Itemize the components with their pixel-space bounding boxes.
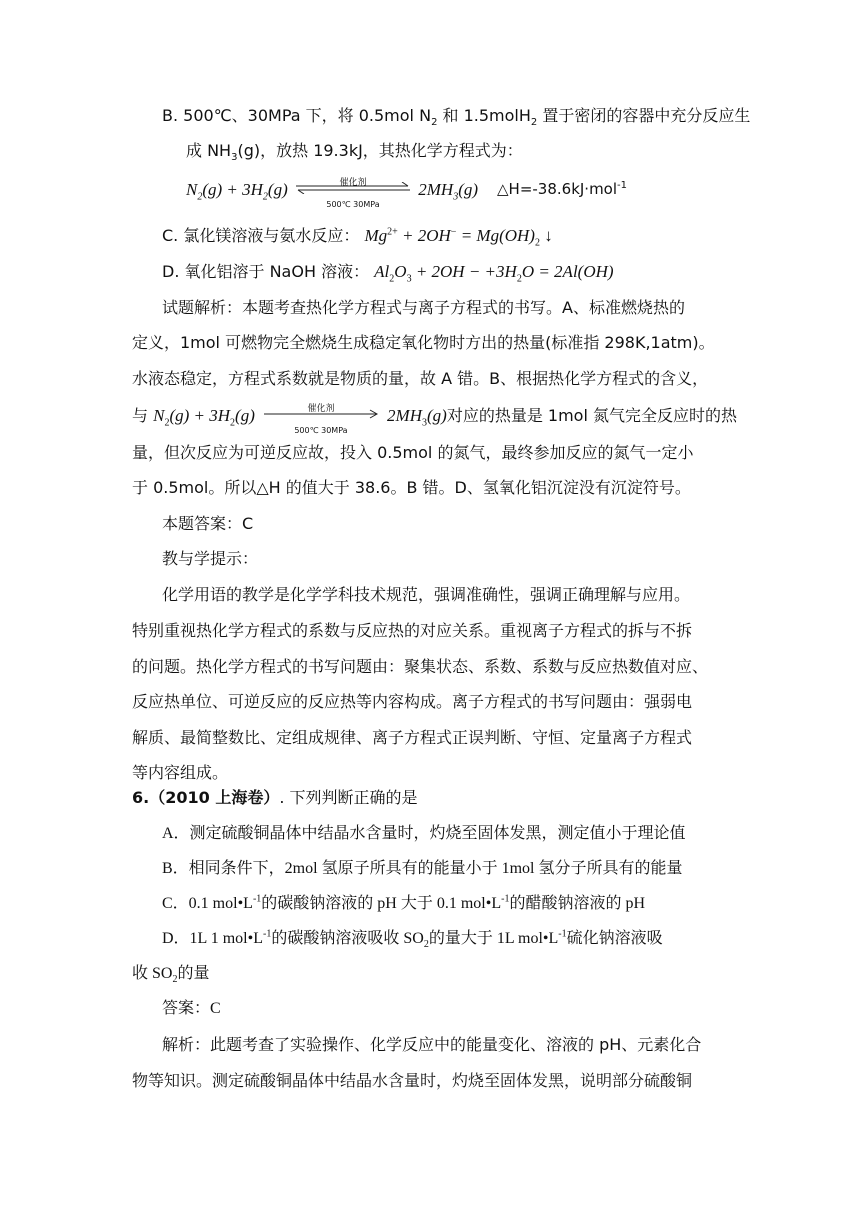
enthalpy-change: △H=-38.6kJ·mol$^{-1}$ — [497, 180, 628, 198]
reversible-arrow: 催化剂 500℃ 30MPa — [294, 180, 412, 202]
analysis-line-5: 量，但次反应为可逆反应故，投入 0.5mol 的氮气，最终参加反应的氮气一定小 — [132, 443, 694, 462]
thermo-equation-1: $N_2(g) + 3H_2(g)$ 催化剂 500℃ 30MPa $2MH_3(g)$ — [186, 178, 479, 210]
tips-line-1: 化学用语的教学是化学学科技术规范，强调准确性，强调正确理解与应用。 — [162, 585, 691, 604]
analysis-line-3: 水液态稳定，方程式系数就是物质的量，故 A 错。B、根据热化学方程式的含义， — [132, 369, 709, 388]
forward-arrow: 催化剂 500℃ 30MPa — [262, 406, 380, 428]
analysis-line-1: 试题解析：本题考查热化学方程式与离子方程式的书写。A、标准燃烧热的 — [162, 298, 685, 317]
answer-1: 本题答案：C — [162, 514, 254, 533]
option-d: D. 氧化铝溶于 NaOH 溶液： $Al_2O_3 + 2OH - +3H_2O = 2Al(OH)$ — [162, 262, 614, 285]
analysis-line-2: 定义，1mol 可燃物完全燃烧生成稳定氧化物时方出的热量(标准指 298K,1atm)。 — [132, 333, 715, 352]
explanation-line-2: 物等知识。测定硫酸铜晶体中结晶水含量时，灼烧至固体发黑，说明部分硫酸铜 — [132, 1071, 693, 1090]
tips-line-5: 解质、最简整数比、定组成规律、离子方程式正误判断、守恒、定量离子方程式 — [132, 728, 693, 747]
question-6-option-c: C．0.1 $mol•L^{-1}$的碳酸钠溶液的 pH 大于 0.1 $mol•L^{-1}$的醋酸钠溶液的 pH — [162, 893, 646, 912]
question-6-option-d-cont: 收 $SO_2$的量 — [132, 965, 210, 986]
tips-line-3: 的问题。热化学方程式的书写问题由：聚集状态、系数、系数与反应热数值对应、 — [132, 657, 709, 676]
question-6-option-a: A．测定硫酸铜晶体中结晶水含量时，灼烧至固体发黑，测定值小于理论值 — [162, 825, 686, 842]
tips-line-4: 反应热单位、可逆反应的反应热等内容构成。离子方程式的书写问题由：强弱电 — [132, 692, 693, 711]
tips-line-2: 特别重视热化学方程式的系数与反应热的对应关系。重视离子方程式的拆与不拆 — [132, 621, 693, 640]
tips-line-6: 等内容组成。 — [132, 763, 229, 782]
answer-2: 答案：C — [162, 1000, 221, 1017]
question-6-heading: 6.（2010 上海卷）. 下列判断正确的是 — [132, 788, 418, 807]
explanation-line-1: 解析：此题考查了实验操作、化学反应中的能量变化、溶液的 pH、元素化合 — [162, 1035, 702, 1054]
option-b-line-2: 成 $NH_3(g)$，放热 19.3kJ，其热化学方程式为： — [186, 141, 523, 164]
analysis-equation-line: 与 $N_2(g) + 3H_2(g)$ 催化剂 500℃ 30MPa $2MH_3(g)$对应的热量是 1mol 氮气完全反应时的热 — [132, 403, 738, 435]
tips-title: 教与学提示： — [162, 549, 259, 568]
option-c: C. 氯化镁溶液与氨水反应： $Mg^{2+} + 2OH^- = Mg(OH)_2$ ↓ — [162, 226, 553, 249]
question-6-option-d: D．1L 1 $mol•L^{-1}$的碳酸钠溶液吸收 $SO_2$的量大于 1L $mol•L^{-1}$硫化钠溶液吸 — [162, 928, 663, 951]
question-6-option-b: B．相同条件下，2mol 氢原子所具有的能量小于 1mol 氢分子所具有的能量 — [162, 860, 683, 877]
question-6-number: 6.（2010 上海卷） — [132, 788, 280, 807]
option-b-line-1: B. 500℃、30MPa 下，将 0.5mol $N_2$ 和 1.5molH$_2$ 置于密闭的容器中充分反应生 — [162, 106, 751, 129]
analysis-line-6: 于 0.5mol。所以△H 的值大于 38.6。B 错。D、氢氧化铝沉淀没有沉淀符号。 — [132, 478, 691, 497]
